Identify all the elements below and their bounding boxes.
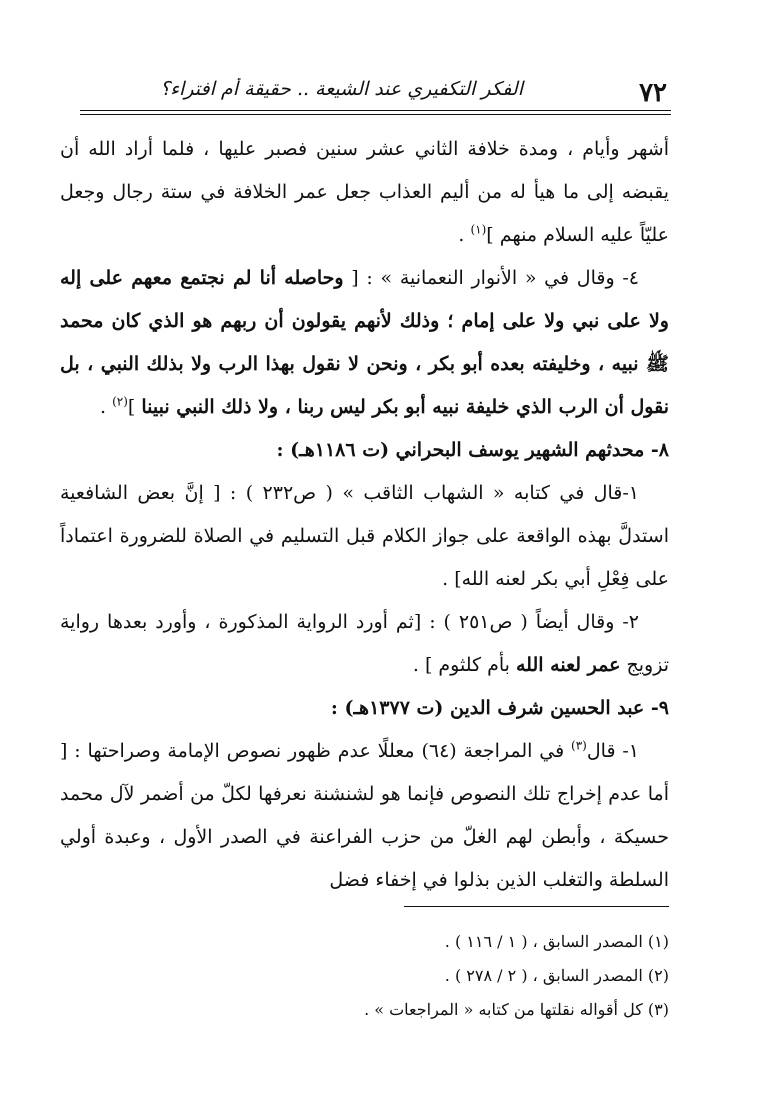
punctuation: . [458,224,471,246]
header-rule [80,110,671,111]
footnote-1: (١) المصدر السابق ، ( ١ / ١١٦ ) . [444,932,669,951]
paragraph-continuation [60,128,669,257]
footnote-ref-3[interactable]: (٣) [571,738,587,753]
header-rule-secondary [80,114,671,115]
quote-close: ] [127,396,142,418]
quote-text-end: بأم كلثوم ] . [412,654,516,676]
quote-text: ٢- وقال أيضاً ( ص٢٥١ ) : [ثم أورد الرواية المذكورة ، وأورد بعدها رواية تزويج [60,611,669,676]
quote-shihab-thaqib: ١-قال في كتابه « الشهاب الثاقب » ( ص٢٣٢ ) : [ إنَّ بعض الشافعية استدلَّ بهذه الواقعة على جواز الكلام قبل التسليم في الصلاة للضرورة اعتماداً على فِعْلِ أبي بكر لعنه الله] . [60,482,669,590]
section-heading-9: ٩- عبد الحسين شرف الدين (ت ١٣٧٧هـ) : [330,697,669,719]
paragraph-text: أشهر وأيام ، ومدة خلافة الثاني عشر سنين فصبر عليها ، فلما أراد الله أن يقبضه إلى ما هيأ له من أليم العذاب جعل عمر الخلافة في ستة رجال وجعل عليّاً عليه السلام منهم ] [60,138,669,246]
quote-intro: ٤- وقال في « الأنوار النعمانية » : [ [343,267,639,289]
quote-text-rest: في المراجعة (٦٤) معللًا عدم ظهور نصوص الإمامة وصراحتها : [ أما عدم إخراج تلك النصوص فإنما هو لشنشنة نعرفها لكلّ من أضمر لآل محمد حسيكة ، وأبطن لهم الغلّ من حزب الفراعنة في الصدر الأول ، وعبدة أولي السلطة والتغلب الذين بذلوا في إخفاء فضل [60,740,669,891]
running-header [80,72,671,112]
footnote-2: (٢) المصدر السابق ، ( ٢ / ٢٧٨ ) . [444,966,669,985]
page-number: ٧٢ [639,78,667,108]
quote-page-251 [60,601,669,687]
quote-muraja-64 [60,730,669,902]
footnotes [60,925,669,1027]
quote-bold-text: عمر لعنه الله [515,654,621,676]
section-heading-8: ٨- محدثهم الشهير يوسف البحراني (ت ١١٨٦هـ) : [276,439,669,461]
quote-text: ١- قال [586,740,639,762]
main-text [60,128,669,902]
footnote-ref-2[interactable]: (٢) [112,394,128,409]
running-title: الفكر التكفيري عند الشيعة .. حقيقة أم افتراء؟ [160,78,523,100]
quote-bold-text: وحاصله أنا لم نجتمع معهم على إله ولا على نبي ولا على إمام ؛ وذلك لأنهم يقولون أن ربهم هو الذي كان محمد ﷺ نبيه ، وخليفته بعده أبو بكر ، ونحن لا نقول بهذا الرب ولا بذلك النبي ، بل نقول أن الرب الذي خليفة نبيه أبو بكر ليس ربنا ، ولا ذلك النبي نبينا [60,267,669,418]
footnote-ref-1[interactable]: (١) [470,222,487,237]
quote-anwar-numaniya [60,257,669,429]
footnote-3: (٣) كل أقواله نقلتها من كتابه « المراجعات » . [364,1000,669,1019]
punctuation: . [99,396,113,418]
footnote-divider [404,906,669,907]
